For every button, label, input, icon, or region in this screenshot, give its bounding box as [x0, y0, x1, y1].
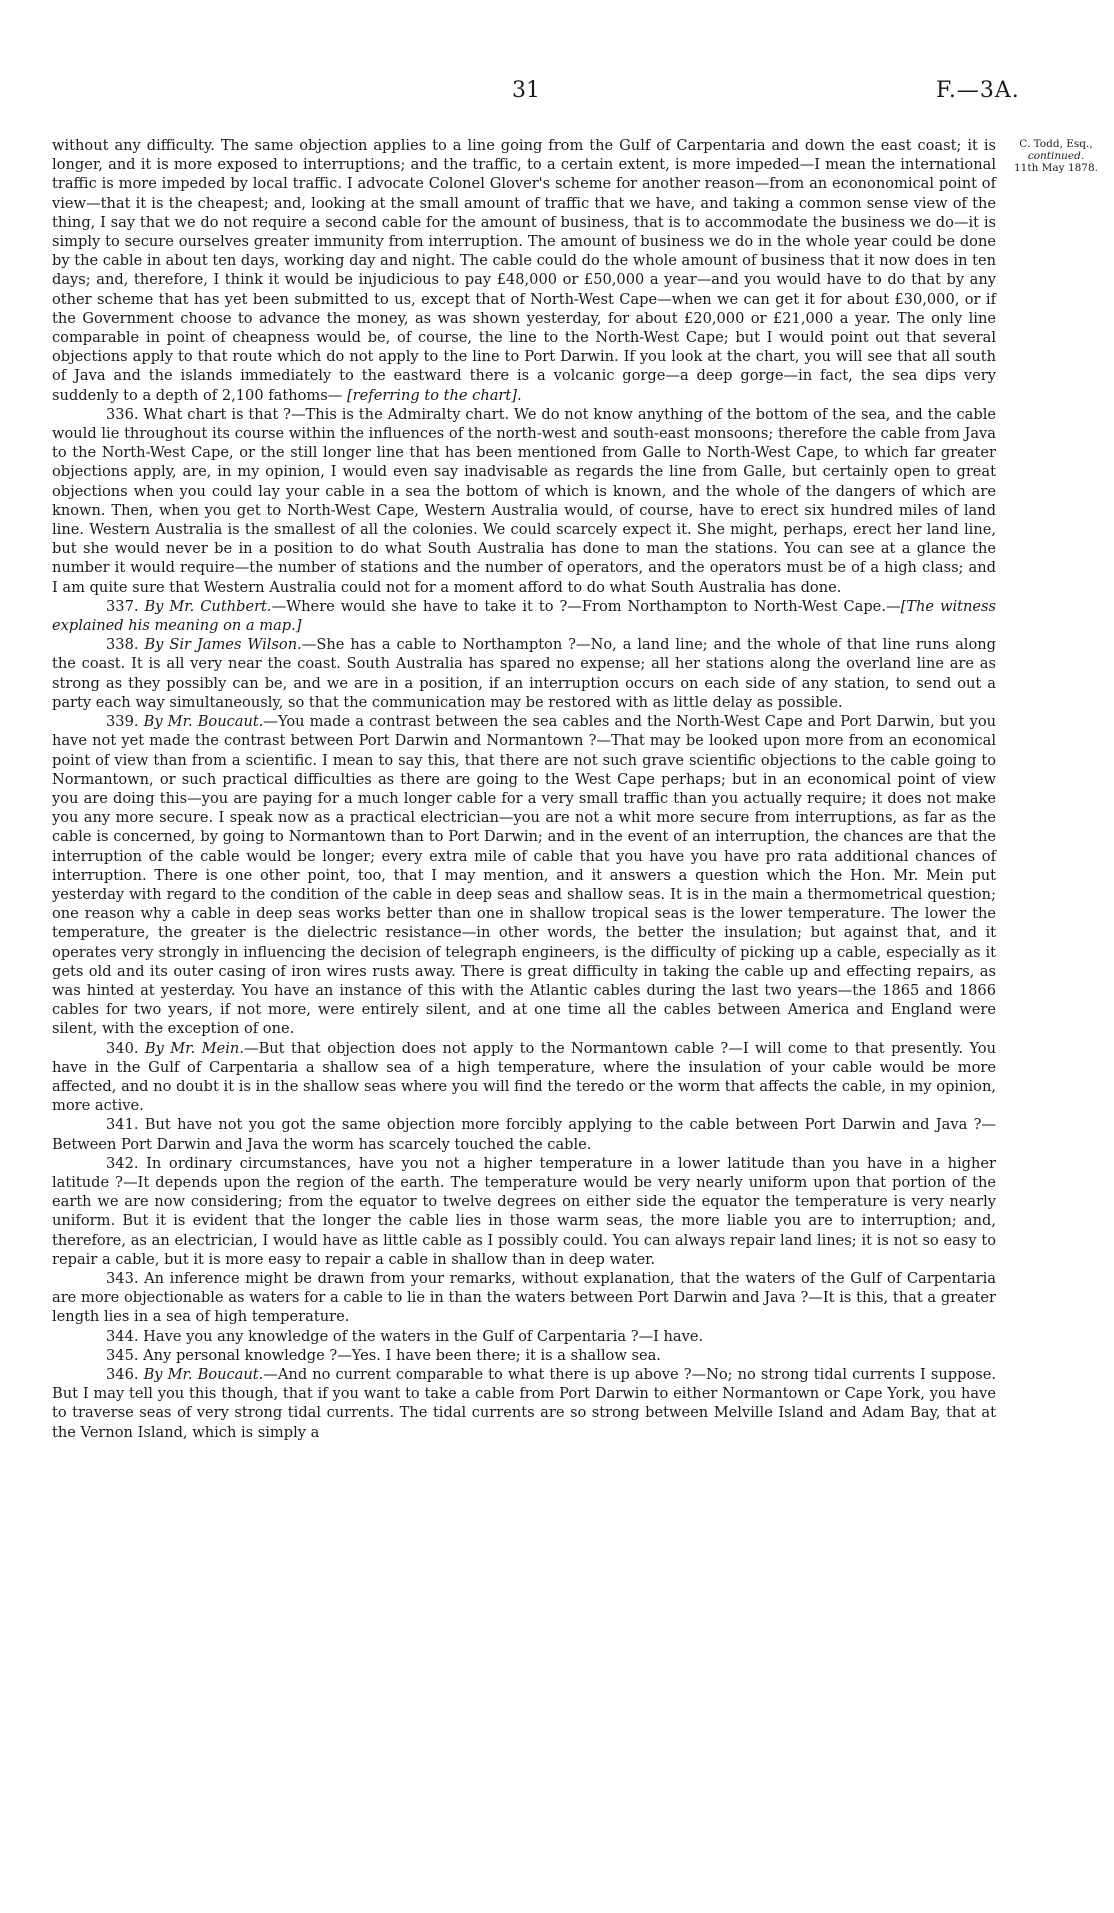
margin-note-status: continued. [1027, 150, 1085, 162]
question-number: 343. [106, 1269, 139, 1287]
question-number: 342. [106, 1154, 139, 1172]
question-number: 346. [106, 1366, 139, 1383]
paragraph-text: —She has a cable to Northampton ?—No, a land line; and the whole of that line runs along the coast. It is all very near the coast. South Australia has spared no expense; all her stations along the overland line are as strong as they possibly can be, and we are in a position, if an interruption occurs on each side of any station, to send out a party each way simultaneously, so that the communication may be restored with as little delay as possible. [52, 636, 997, 711]
stage-direction: [The witness explained his meaning on a map.] [52, 597, 997, 635]
document-reference: F.—3A. [936, 78, 1020, 103]
evidence-text [52, 136, 996, 1442]
stage-direction: [referring to the chart]. [346, 386, 522, 404]
speaker: By Sir James Wilson. [144, 636, 302, 654]
paragraph-text: without any difficulty. The same objection applies to a line going from the Gulf of Carpentaria and down the east coast; it is longer, and it is more exposed to interruptions; and the traffic, to a certain extent, is more impeded—I mean the international traffic is more impeded by local traffic. I advocate Colonel Glover's scheme for another reason—from an econonomical point of view—that it is the cheapest; and, looking at the small amount of traffic that we have, and taking a common sense view of the thing, I say that we do not require a second cable for the amount of business, that is to accommodate the business we do—it is simply to secure ourselves greater immunity from interruption. The amount of business we do in the whole year could be done by the cable in about ten days, working day and night. The cable could do the whole amount of business that it now does in ten days; and, therefore, I think it would be injudicious to pay £48,000 or £50,000 a year—and you would have to do that by any other scheme that has yet been submitted to us, except that of North-West Cape—when we can get it for about £30,000, or if the Government choose to advance the money, as was shown yesterday, for about £20,000 or £21,000 a year. The only line comparable in point of cheapness would be, of course, the line to the North-West Cape; but I would point out that several objections apply to that route which do not apply to the line to Port Darwin. If you look at the chart, you will see that all south of Java and the islands immediately to the eastward there is a volcanic gorge—a deep gorge—in fact, the sea dips very suddenly to a depth of 2,100 fathoms— [52, 137, 997, 404]
speaker: By Mr. Boucaut. [143, 713, 264, 731]
question-339 [52, 712, 996, 1038]
question-337 [52, 597, 996, 635]
paragraph [52, 136, 996, 405]
question-341 [52, 1115, 996, 1153]
paragraph-text: —You made a contrast between the sea cables and the North-West Cape and Port Darwin, but you have not yet made the contrast between Port Darwin and Normantown ?—That may be looked upon more from an economical point of view than from a scientific. I mean to say this, that there are not such grave scientific objections to the cable going to Normantown, or such practical difficulties as there are going to the West Cape perhaps; but in an economical point of view you are doing this—you are paying for a much longer cable for a very small traffic than you actually require; it does not make you any more secure. I speak now as a practical electrician—you are not a whit more secure from interruptions, as far as the cable is concerned, by going to Normantown than to Port Darwin; and in the event of an interruption, the chances are that the interruption of the cable would be longer; every extra mile of cable that you have you have pro rata additional chances of interruption. There is one other point, too, that I may mention, and it answers a question which the Hon. Mr. Mein put yesterday with regard to the condition of the cable in deep seas and shallow seas. It is in the main a thermometrical question; one reason why a cable in deep seas works better than one in shallow tropical seas is the lower temperature. The lower the temperature, the greater is the dielectric resistance—in other words, the better the insulation; but against that, and it operates very strongly in influencing the decision of telegraph engineers, is the difficulty of picking up a cable, especially as it gets old and its outer casing of iron wires rusts away. There is great difficulty in taking the cable up and effecting repairs, as was hinted at yesterday. You have an instance of this with the Atlantic cables during the last two years—the 1865 and 1866 cables for two years, if not more, were entirely silent, and at one time all the cables between America and England were silent, with the exception of one. [52, 713, 997, 1038]
question-number: 341. [106, 1116, 139, 1134]
paragraph-text: —But that objection does not apply to the Normantown cable ?—I will come to that presently. You have in the Gulf of Carpentaria a shallow sea of a high temperature, where the insulation of your cable would be more affected, and no doubt it is in the shallow seas where you will find the teredo or the worm that affects the cable, in my opinion, more active. [52, 1039, 996, 1115]
paragraph-text: Have you any knowledge of the waters in the Gulf of Carpentaria ?—I have. [143, 1327, 704, 1345]
question-number: 337. [106, 597, 139, 615]
question-342 [52, 1154, 996, 1269]
paragraph-text: —Where would she have to take it to ?—From Northampton to North-West Cape.— [271, 597, 901, 615]
question-345 [52, 1346, 996, 1365]
question-340 [52, 1039, 996, 1116]
question-338 [52, 635, 996, 712]
question-number: 336. [106, 405, 139, 423]
question-number: 339. [106, 713, 139, 731]
question-343 [52, 1269, 996, 1327]
question-number: 344. [106, 1327, 139, 1345]
paragraph-text: What chart is that ?—This is the Admiralty chart. We do not know anything of the bottom of the sea, and the cable would lie throughout its course within the influences of the north-west and south-east monsoons; therefore the cable from Java to the North-West Cape, or the still longer line that has been mentioned from Galle to North-West Cape, to which far greater objections apply, are, in my opinion, I would even say inadvisable as regards the line from Galle, but certainly open to great objections when you could lay your cable in a sea the bottom of which is known, and the whole of the dangers of which are known. Then, when you get to North-West Cape, Western Australia would, of course, have to erect six hundred miles of land line. Western Australia is the smallest of all the colonies. We could scarcely expect it. She might, perhaps, erect her land line, but she would never be in a position to do what South Australia has done to man the stations. You can see at a glance the number it would require—the number of stations and the number of operators, and the operators must be of a high class; and I am quite sure that Western Australia could not for a moment afford to do what South Australia has done. [52, 405, 997, 596]
speaker: By Mr. Mein. [144, 1039, 244, 1057]
paragraph-text: An inference might be drawn from your remarks, without explanation, that the waters of the Gulf of Carpentaria are more objectionable as waters for a cable to lie in than the waters between Port Darwin and Java ?—It is this, that a greater length lies in a sea of high temperature. [52, 1269, 996, 1326]
question-number: 340. [106, 1039, 139, 1057]
margin-note-name: C. Todd, Esq., [1019, 138, 1093, 150]
question-number: 338. [106, 636, 139, 654]
question-346 [52, 1365, 996, 1442]
margin-note [1006, 138, 1106, 174]
question-336 [52, 405, 996, 597]
paragraph-text: —And no current comparable to what there is up above ?—No; no strong tidal currents I suppose. But I may tell you this though, that if you want to take a cable from Port Darwin to either Normantown or Cape York, you have to traverse seas of very strong tidal currents. The tidal currents are so strong between Melville Island and Adam Bay, that at the Vernon Island, which is simply a [52, 1366, 997, 1441]
page-number: 31 [512, 78, 540, 103]
paragraph-text: But have not you got the same objection more forcibly applying to the cable between Port Darwin and Java ?—Between Port Darwin and Java the worm has scarcely touched the cable. [52, 1116, 996, 1153]
question-344 [52, 1327, 996, 1346]
paragraph-text: In ordinary circumstances, have you not a higher temperature in a lower latitude than you have in a higher latitude ?—It depends upon the region of the earth. The temperature would be very nearly uniform upon that portion of the earth we are now considering; from the equator to twelve degrees on either side the equator the temperature is very nearly uniform. But it is evident that the longer the cable lies in those warm seas, the more liable you are to interruption; and, therefore, as an electrician, I would have as little cable as I possibly could. You can always repair land lines; it is not so easy to repair a cable, but it is more easy to repair a cable in shallow than in deep water. [52, 1154, 996, 1268]
question-number: 345. [106, 1346, 139, 1364]
paragraph-text: Any personal knowledge ?—Yes. I have been there; it is a shallow sea. [143, 1346, 661, 1364]
speaker: By Mr. Cuthbert. [144, 597, 272, 615]
margin-note-date: 11th May 1878. [1013, 162, 1099, 174]
speaker: By Mr. Boucaut. [143, 1366, 264, 1383]
